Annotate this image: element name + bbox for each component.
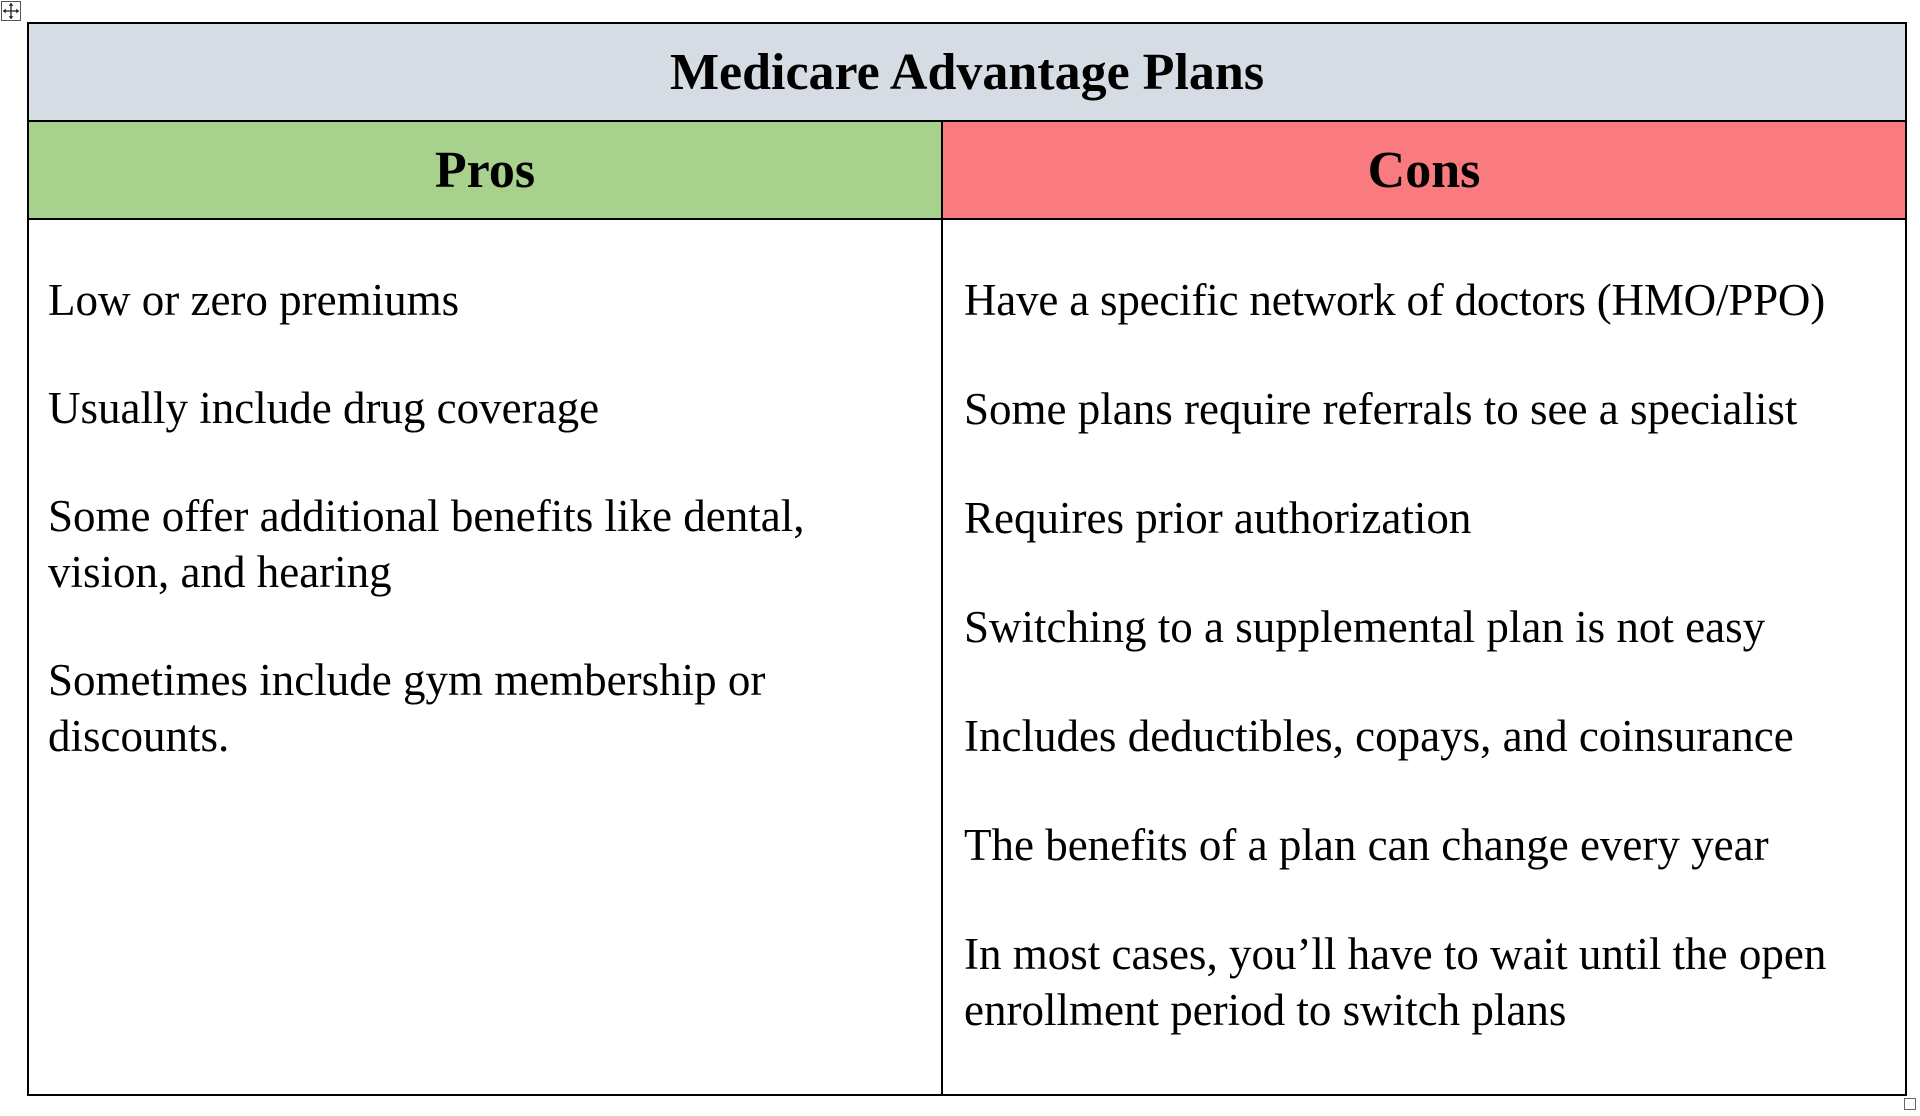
pros-list — [29, 220, 943, 1094]
cons-item: Switching to a supplemental plan is not easy — [964, 602, 1766, 652]
cons-item: Requires prior authorization — [964, 493, 1472, 543]
table-body-row — [29, 220, 1905, 1094]
table-title: Medicare Advantage Plans — [29, 24, 1905, 122]
pros-item: Usually include drug coverage — [48, 383, 600, 433]
pros-cons-table — [27, 22, 1907, 1096]
cons-item: Includes deductibles, copays, and coinsurance — [964, 711, 1794, 761]
table-resize-handle-icon[interactable] — [1904, 1098, 1916, 1110]
cons-item: Have a specific network of doctors (HMO/PPO) — [964, 275, 1825, 325]
cons-item: The benefits of a plan can change every year — [964, 820, 1769, 870]
table-header-row — [29, 122, 1905, 220]
pros-item: Sometimes include gym membership or discounts. — [48, 655, 766, 761]
cons-list — [943, 220, 1905, 1094]
pros-item: Low or zero premiums — [48, 275, 460, 325]
cons-item: In most cases, you’ll have to wait until the open enrollment period to switch plans — [964, 929, 1827, 1035]
pros-item: Some offer additional benefits like dental, vision, and hearing — [48, 491, 805, 597]
cons-item: Some plans require referrals to see a specialist — [964, 384, 1798, 434]
pros-heading: Pros — [29, 122, 943, 218]
cons-heading: Cons — [943, 122, 1905, 218]
table-move-handle-icon[interactable] — [1, 1, 21, 21]
